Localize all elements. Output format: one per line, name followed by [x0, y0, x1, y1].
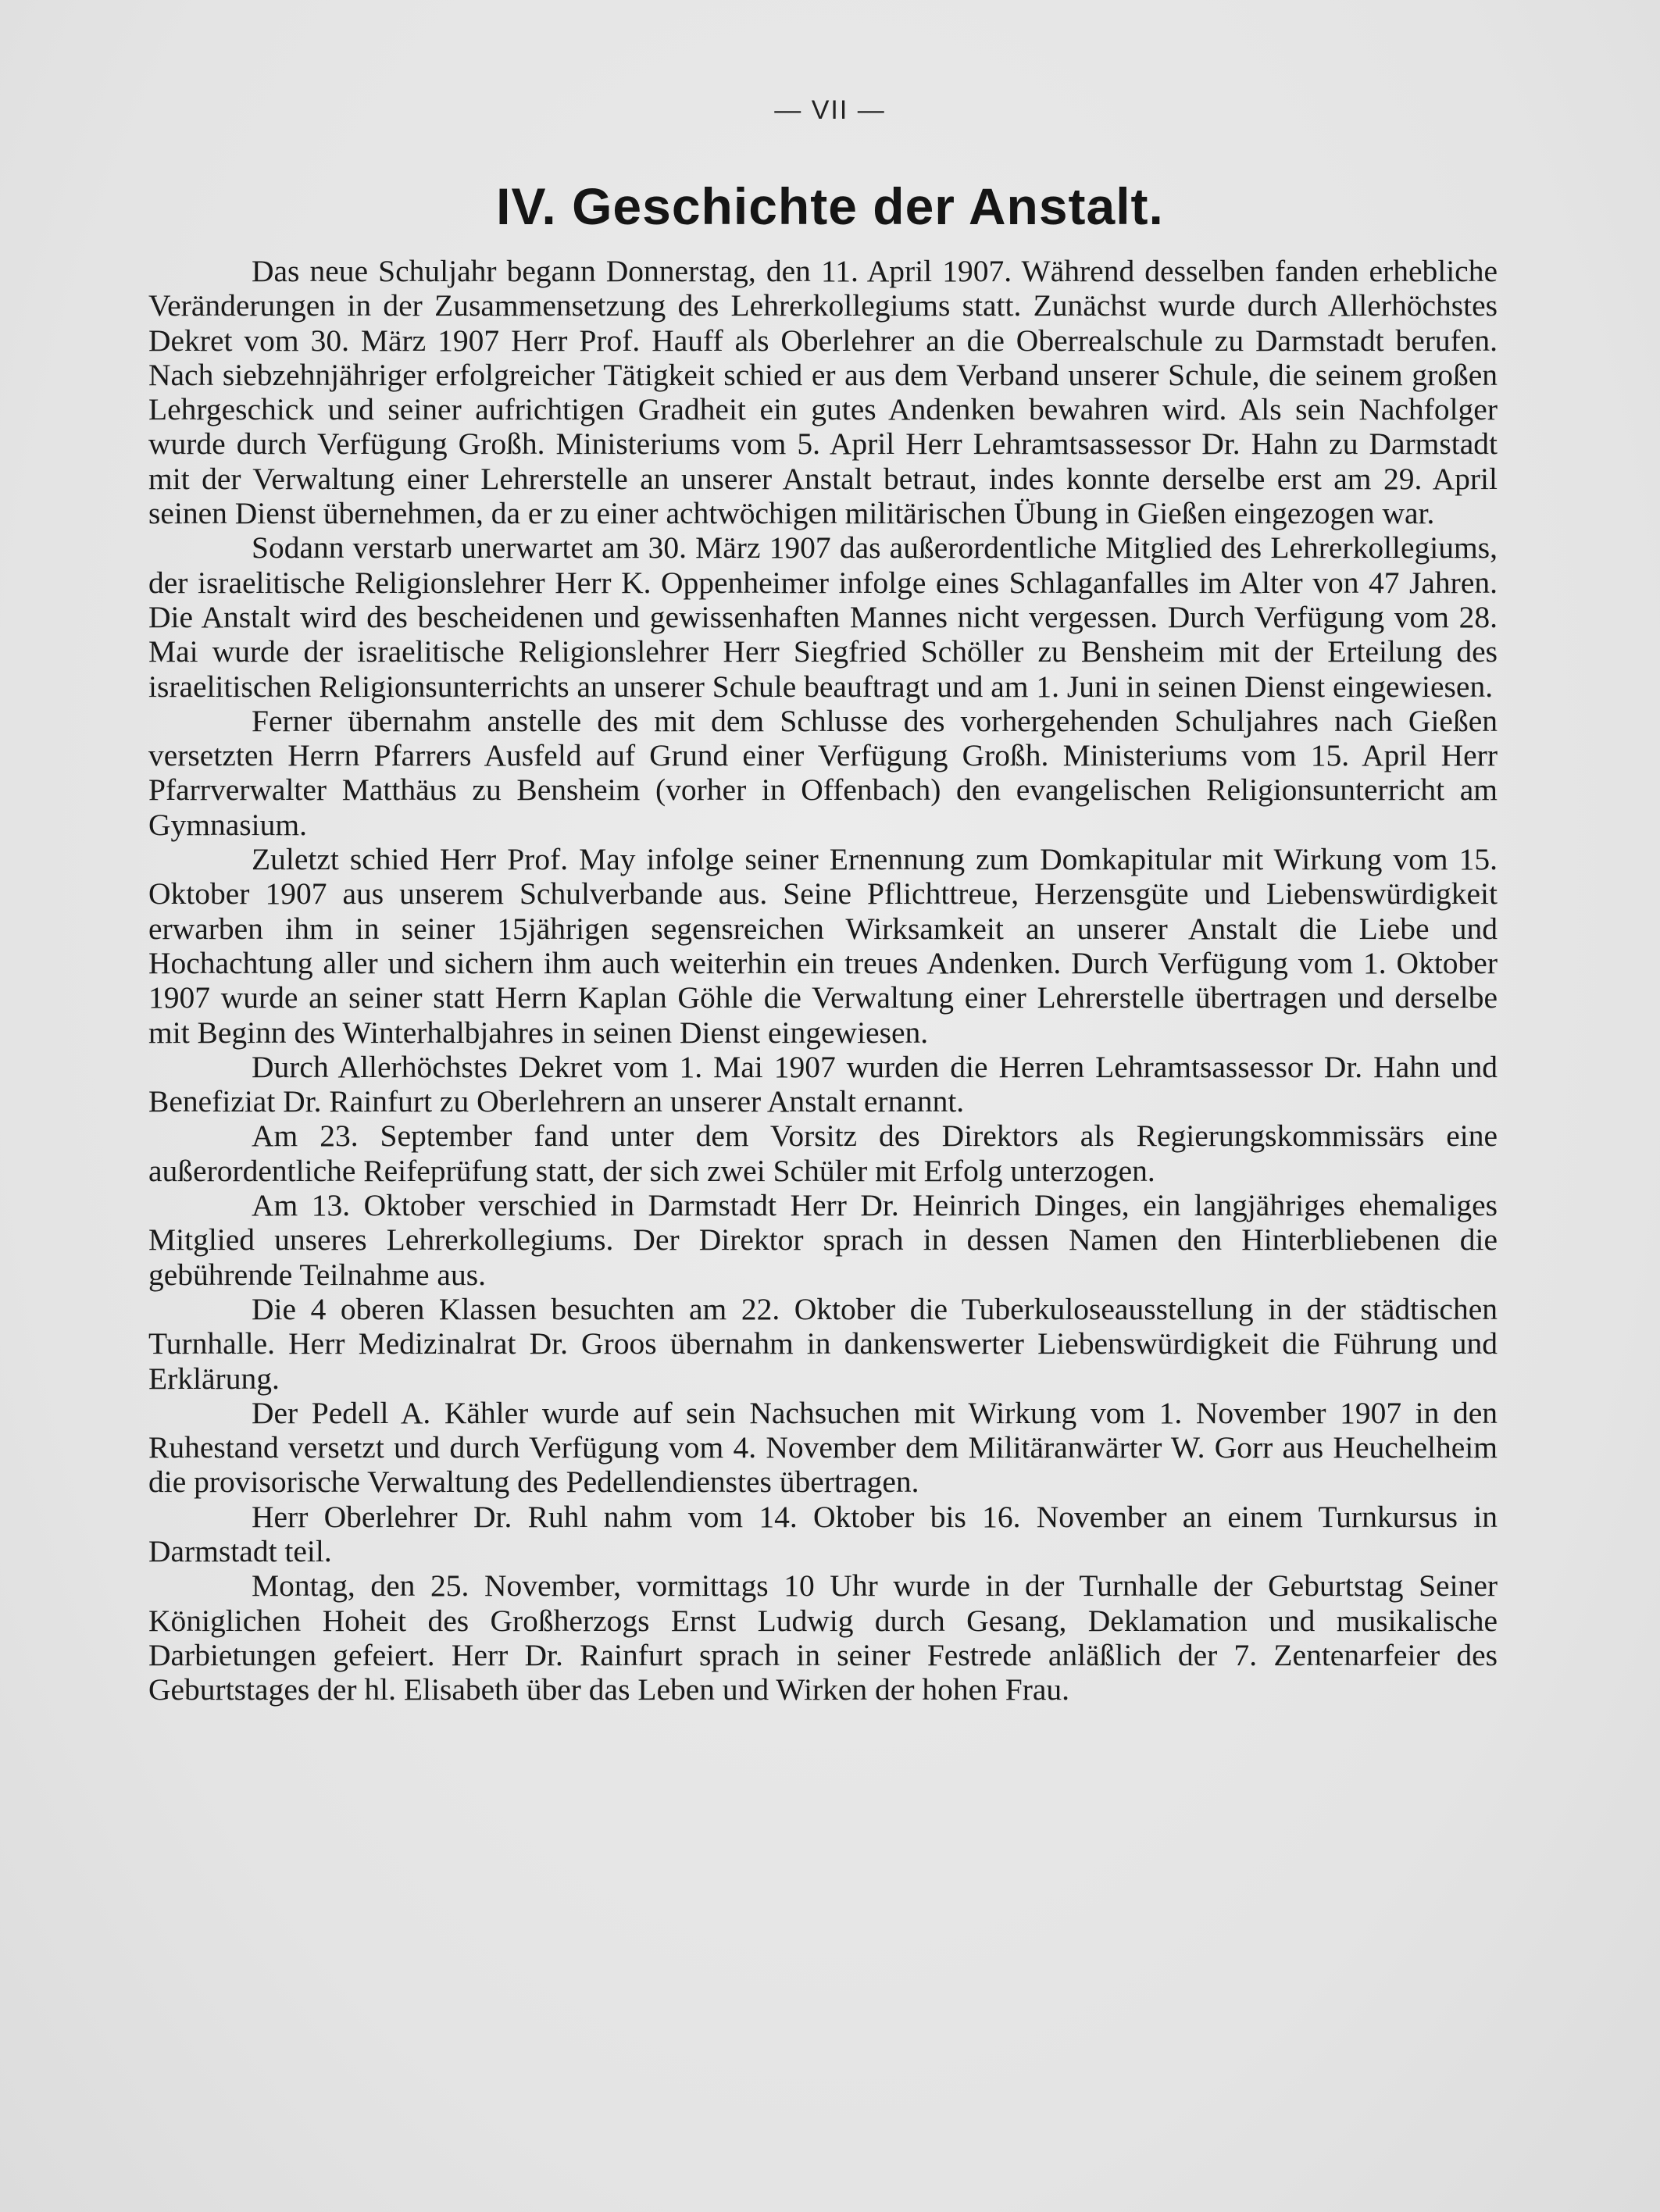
page-number: — VII — — [774, 95, 886, 125]
paragraph: Der Pedell A. Kähler wurde auf sein Nachsuchen mit Wirkung vom 1. November 1907 in den Ruhestand versetzt und durch Verfügung vom 4. November dem Militäranwärter W. Gorr aus Heuchelheim die provisorische Verwaltung des Pedellendienstes übertragen. — [148, 1395, 1498, 1500]
paragraph: Ferner übernahm anstelle des mit dem Schlusse des vorhergehenden Schuljahres nach Gießen versetzten Herrn Pfarrers Ausfeld auf Grund einer Verfügung Großh. Ministeriums vom 15. April Herr Pfarrverwalter Matthäus zu Bensheim (vorher in Offenbach) den evangelischen Religionsunterricht am Gymnasium. — [148, 703, 1498, 842]
paragraph: Herr Oberlehrer Dr. Ruhl nahm vom 14. Oktober bis 16. November an einem Turnkursus in Darmstadt teil. — [148, 1499, 1498, 1568]
section-title: IV. Geschichte der Anstalt. — [496, 177, 1164, 235]
paragraph: Sodann verstarb unerwartet am 30. März 1907 das außerordentliche Mitglied des Lehrerkollegiums, der israelitische Religionslehrer Herr K. Oppenheimer infolge eines Schlaganfalles im Alter von 47 Jahren. Die Anstalt wird des bescheidenen und gewissenhaften Mannes nicht vergessen. Durch Verfügung vom 28. Mai wurde der israelitische Religionslehrer Herr Siegfried Schöller zu Bensheim mit der Erteilung des israelitischen Religionsunterrichts an unserer Schule beauftragt und am 1. Juni in seinen Dienst eingewiesen. — [148, 530, 1498, 704]
body-text — [148, 254, 1498, 1707]
paragraph: Das neue Schuljahr begann Donnerstag, den 11. April 1907. Während desselben fanden erhebliche Veränderungen in der Zusammensetzung des Lehrerkollegiums statt. Zunächst wurde durch Allerhöchstes Dekret vom 30. März 1907 Herr Prof. Hauff als Oberlehrer an die Oberrealschule zu Darmstadt berufen. Nach siebzehnjähriger erfolgreicher Tätigkeit schied er aus dem Verband unserer Schule, die seinem großen Lehrgeschick und seiner aufrichtigen Gradheit ein gutes Andenken bewahren wird. Als sein Nachfolger wurde durch Verfügung Großh. Ministeriums vom 5. April Herr Lehramtsassessor Dr. Hahn zu Darmstadt mit der Verwaltung einer Lehrerstelle an unserer Anstalt betraut, indes konnte derselbe erst am 29. April seinen Dienst übernehmen, da er zu einer achtwöchigen militärischen Übung in Gießen eingezogen war. — [148, 254, 1498, 531]
paragraph: Durch Allerhöchstes Dekret vom 1. Mai 1907 wurden die Herren Lehramtsassessor Dr. Hahn und Benefiziat Dr. Rainfurt zu Oberlehrern an unserer Anstalt ernannt. — [148, 1049, 1498, 1119]
paragraph: Zuletzt schied Herr Prof. May infolge seiner Ernennung zum Domkapitular mit Wirkung vom 15. Oktober 1907 aus unserem Schulverbande aus. Seine Pflichttreue, Herzensgüte und Liebenswürdigkeit erwarben ihm in seiner 15jährigen segensreichen Wirksamkeit an unserer Anstalt die Liebe und Hochachtung aller und sichern ihm auch weiterhin ein treues Andenken. Durch Verfügung vom 1. Oktober 1907 wurde an seiner statt Herrn Kaplan Göhle die Verwaltung einer Lehrerstelle übertragen und derselbe mit Beginn des Winterhalbjahres in seinen Dienst eingewiesen. — [148, 842, 1498, 1050]
paragraph: Montag, den 25. November, vormittags 10 Uhr wurde in der Turnhalle der Geburtstag Seiner Königlichen Hoheit des Großherzogs Ernst Ludwig durch Gesang, Deklamation und musikalische Darbietungen gefeiert. Herr Dr. Rainfurt sprach in seiner Festrede anläßlich der 7. Zentenarfeier des Geburtstages der hl. Elisabeth über das Leben und Wirken der hohen Frau. — [148, 1568, 1498, 1707]
paragraph: Am 13. Oktober verschied in Darmstadt Herr Dr. Heinrich Dinges, ein langjähriges ehemaliges Mitglied unseres Lehrerkollegiums. Der Direktor sprach in dessen Namen den Hinterbliebenen die gebührende Teilnahme aus. — [148, 1188, 1498, 1292]
paragraph: Die 4 oberen Klassen besuchten am 22. Oktober die Tuberkuloseausstellung in der städtischen Turnhalle. Herr Medizinalrat Dr. Groos übernahm in dankenswerter Liebenswürdigkeit die Führung und Erklärung. — [148, 1291, 1498, 1396]
paragraph: Am 23. September fand unter dem Vorsitz des Direktors als Regierungskommissärs eine außerordentliche Reifeprüfung statt, der sich zwei Schüler mit Erfolg unterzogen. — [148, 1118, 1498, 1188]
